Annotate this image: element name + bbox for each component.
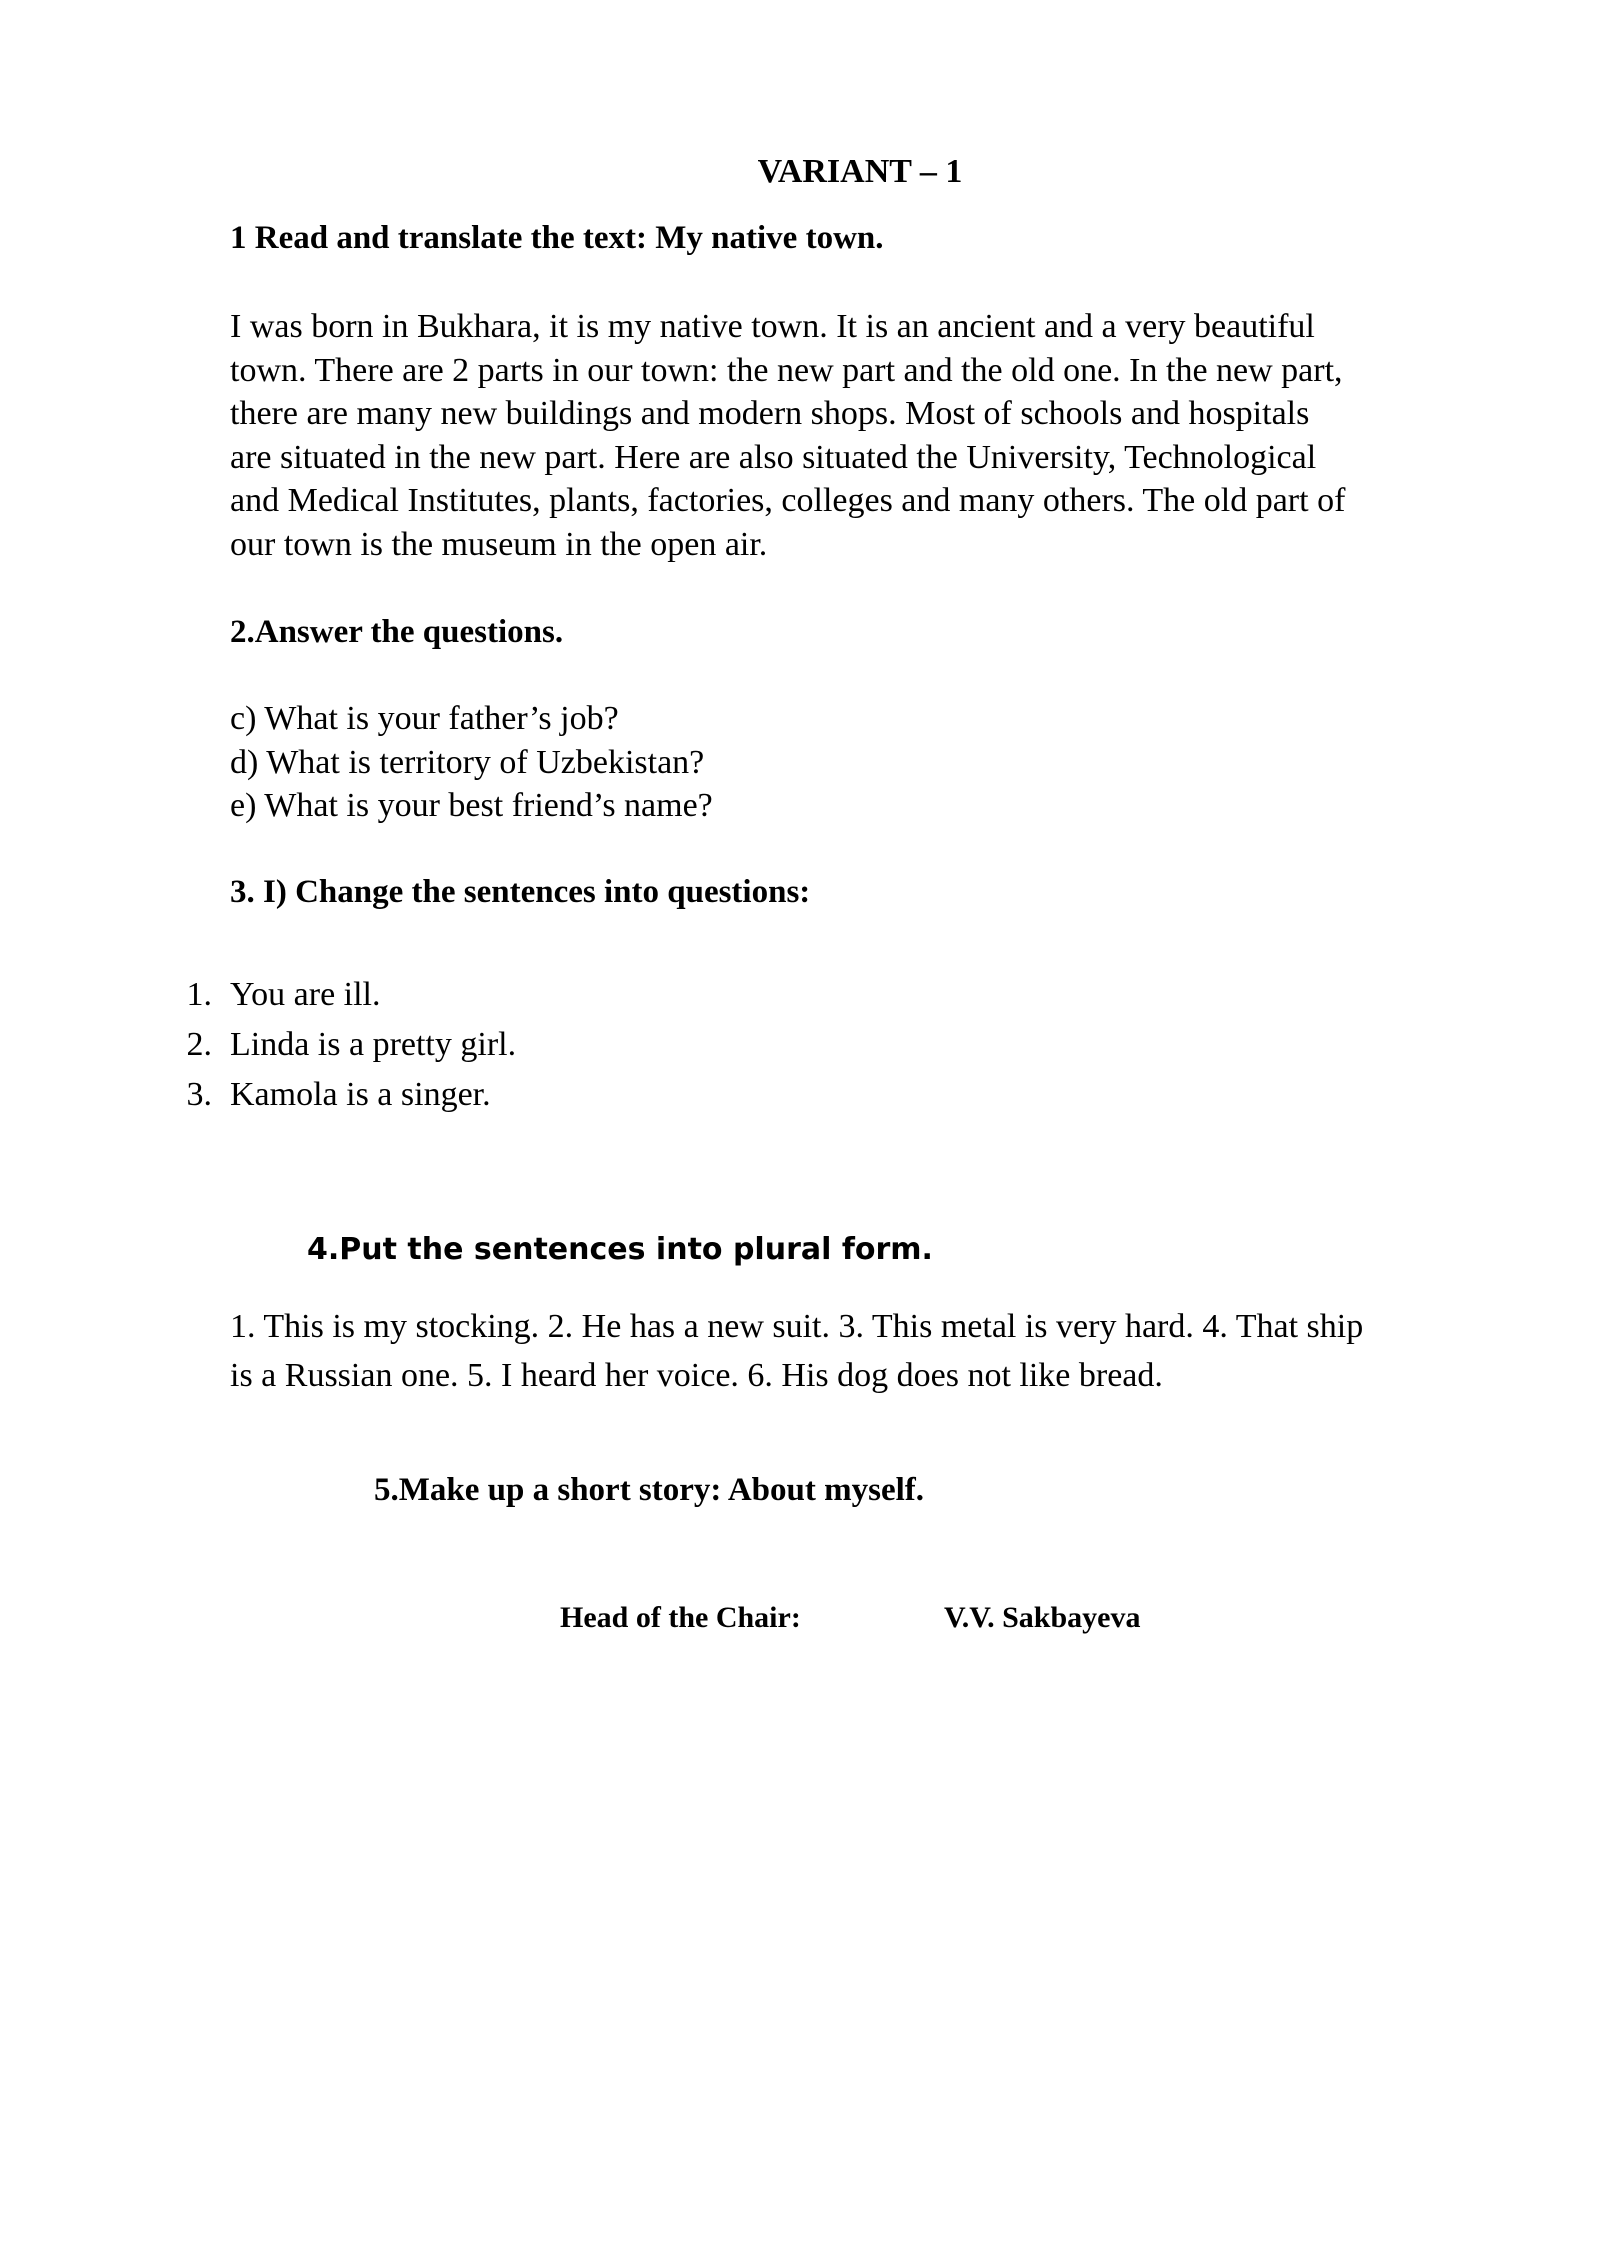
text-line: town. There are 2 parts in our town: the new part and the old one. In the new part, [230,351,1343,389]
text-line: are situated in the new part. Here are also situated the University, Technological [230,438,1317,476]
list-text: You are ill. [230,976,381,1013]
question-item: d) What is territory of Uzbekistan? [230,743,705,781]
list-number: 3. [186,1076,212,1113]
plural-sentences [230,1302,1500,1400]
text-line: our town is the museum in the open air. [230,525,768,563]
variant-title: VARIANT – 1 [757,153,963,190]
text-line: 1. This is my stocking. 2. He has a new suit. 3. This metal is very hard. 4. That ship [230,1308,1364,1345]
text-line: is a Russian one. 5. I heard her voice. 6. His dog does not like bread. [230,1357,1163,1394]
question-item: c) What is your father’s job? [230,700,619,737]
question-item: e) What is your best friend’s name? [230,787,713,824]
native-town-text [230,305,1500,566]
list-number: 1. [186,976,212,1013]
text-line: I was born in Bukhara, it is my native town. It is an ancient and a very beautiful [230,308,1315,345]
signature-label: Head of the Chair: [560,1601,801,1634]
list-number: 2. [186,1026,212,1063]
task4-heading: 4.Put the sentences into plural form. [307,1232,933,1267]
list-text: Kamola is a singer. [230,1076,491,1113]
task1-heading: 1 Read and translate the text: My native town. [230,220,884,256]
task2-heading: 2.Answer the questions. [230,614,564,650]
text-line: and Medical Institutes, plants, factories, colleges and many others. The old part of [230,482,1346,519]
list-text: Linda is a pretty girl. [230,1026,517,1063]
questions-list [230,697,1500,828]
text-line: there are many new buildings and modern shops. Most of schools and hospitals [230,395,1310,432]
task3-heading: 3. I) Change the sentences into questions: [230,874,811,910]
task5-heading: 5.Make up a short story: About myself. [374,1472,924,1508]
signature-name: V.V. Sakbayeva [944,1601,1141,1634]
